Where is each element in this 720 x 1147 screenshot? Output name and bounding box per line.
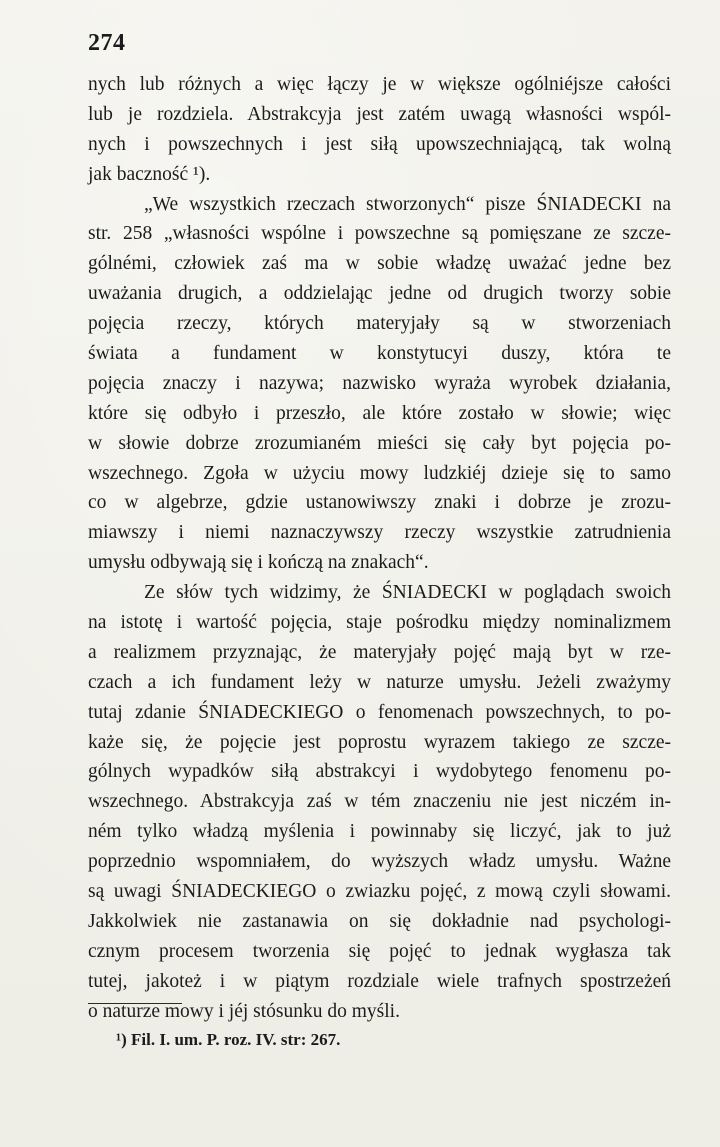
text-line: na istotę i wartość pojęcia, staje pośrodku między nominalizmem bbox=[88, 612, 671, 634]
text-line: są uwagi ŚNIADECKIEGO o zwiazku pojęć, z mową czyli słowami. bbox=[88, 881, 671, 903]
body-text bbox=[88, 70, 671, 1027]
text-line: pojęcia rzeczy, których materyjały są w stworzeniach bbox=[88, 313, 671, 335]
text-line: tutaj zdanie ŚNIADECKIEGO o fenomenach powszechnych, to po- bbox=[88, 701, 671, 723]
text-line: nych i powszechnych i jest siłą upowszechniającą, tak wolną bbox=[88, 133, 671, 155]
footnote-divider bbox=[88, 1003, 182, 1004]
footnote: ¹) Fil. I. um. P. roz. IV. str: 267. bbox=[116, 1030, 341, 1049]
text-line: o naturze mowy i jéj stósunku do myśli. bbox=[88, 1000, 400, 1022]
text-line: miawszy i niemi naznaczywszy rzeczy wszystkie zatrudnienia bbox=[88, 522, 671, 544]
text-line: a realizmem przyznając, że materyjały pojęć mają byt w rze- bbox=[88, 641, 671, 663]
text-line: umysłu odbywają się i kończą na znakach“. bbox=[88, 552, 429, 574]
text-line: pojęcia znaczy i nazywa; nazwisko wyraża wyrobek działania, bbox=[88, 372, 671, 394]
text-line: czach a ich fundament leży w naturze umysłu. Jeżeli zważymy bbox=[88, 671, 671, 693]
text-line: tutej, jakoteż i w piątym rozdziale wiele trafnych spostrzeżeń bbox=[88, 970, 671, 992]
text-line: gólnych wypadków siłą abstrakcyi i wydobytego fenomenu po- bbox=[88, 761, 671, 783]
text-line: w słowie dobrze zrozumianém mieści się cały byt pojęcia po- bbox=[88, 432, 671, 454]
text-line: Ze słów tych widzimy, że ŚNIADECKI w poglądach swoich bbox=[144, 582, 671, 604]
page-number: 274 bbox=[88, 30, 126, 56]
text-line: ném tylko władzą myślenia i powinnaby się liczyć, jak to już bbox=[88, 821, 671, 843]
text-line: co w algebrze, gdzie ustanowiwszy znaki i dobrze je zrozu- bbox=[88, 492, 671, 514]
text-line: gólnémi, człowiek zaś ma w sobie władzę uważać jedne bez bbox=[88, 253, 671, 275]
text-line: cznym procesem tworzenia się pojęć to jednak wygłasza tak bbox=[88, 940, 671, 962]
text-line: wszechnego. Zgoła w użyciu mowy ludzkiéj dzieje się to samo bbox=[88, 462, 671, 484]
text-line: które się odbyło i przeszło, ale które zostało w słowie; więc bbox=[88, 402, 671, 424]
text-line: uważania drugich, a oddzielając jedne od drugich tworzy sobie bbox=[88, 283, 671, 305]
text-line: jak baczność ¹). bbox=[88, 163, 211, 185]
text-line: str. 258 „własności wspólne i powszechne są pomięszane ze szcze- bbox=[88, 223, 671, 245]
text-line: każe się, że pojęcie jest poprostu wyrazem takiego ze szcze- bbox=[88, 731, 671, 753]
text-line: świata a fundament w konstytucyi duszy, która te bbox=[88, 343, 671, 365]
text-line: wszechnego. Abstrakcyja zaś w tém znaczeniu nie jest niczém in- bbox=[88, 791, 671, 813]
text-line: „We wszystkich rzeczach stworzonych“ pisze ŚNIADECKI na bbox=[144, 193, 671, 215]
text-line: nych lub różnych a więc łączy je w większe ogólniéjsze całości bbox=[88, 74, 671, 95]
text-line: lub je rozdziela. Abstrakcyja jest zatém uwagą własności wspól- bbox=[88, 103, 671, 125]
text-line: poprzednio wspomniałem, do wyższych władz umysłu. Ważne bbox=[88, 851, 671, 873]
text-line: Jakkolwiek nie zastanawia on się dokładnie nad psychologi- bbox=[88, 910, 671, 932]
